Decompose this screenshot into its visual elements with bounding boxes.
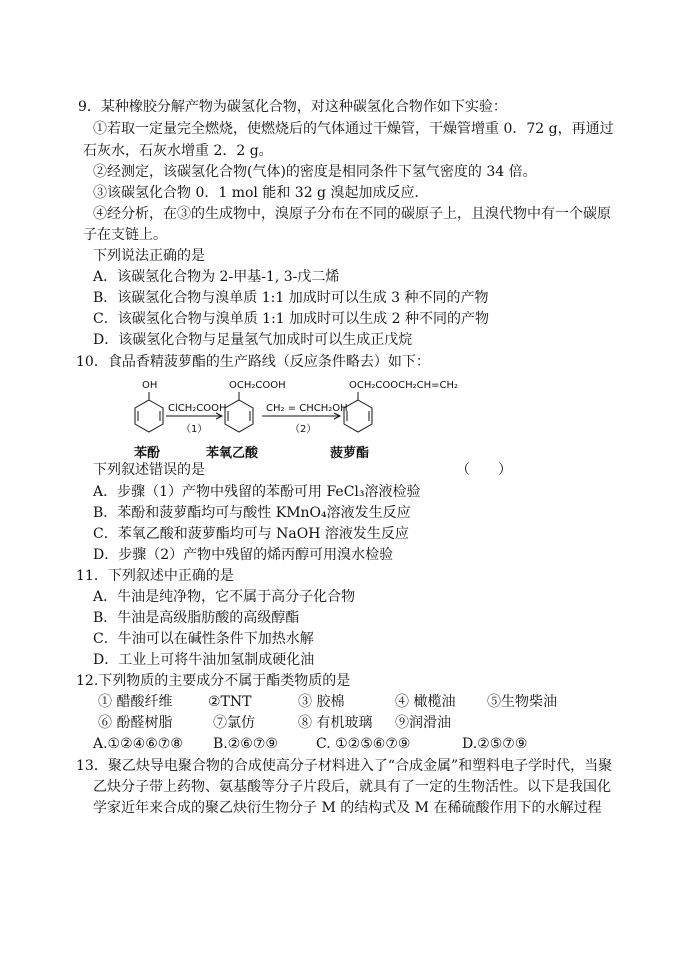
- benzene-ring-phenoxyacetic-acid: [225, 400, 253, 432]
- q9-statement-1-cont: 石灰水，石灰水增重 2．2 g。: [83, 143, 273, 159]
- q9-option-c: C．该碳氢化合物与溴单质 1:1 加成时可以生成 2 种不同的产物: [93, 311, 489, 327]
- q9-option-d: D．该碳氢化合物与足量氢气加成时可以生成正戊烷: [93, 332, 413, 348]
- q10-option-c: C．苯氧乙酸和菠萝酯均可与 NaOH 溶液发生反应: [93, 526, 409, 542]
- q12-item: ⑥ 酚醛树脂: [98, 715, 173, 731]
- q10-option-d: D．步骤（2）产物中残留的烯丙醇可用溴水检验: [93, 547, 394, 563]
- q13-line-2: 乙炔分子带上药物、氨基酸等分子片段后，就具有了一定的生物活性。以下是我国化: [93, 779, 611, 795]
- name-pineapple-ester: 菠萝酯: [330, 446, 370, 461]
- q12-stem: 12.下列物质的主要成分不属于酯类物质的是: [76, 673, 351, 689]
- q10-ask: 下列叙述错误的是: [93, 462, 205, 478]
- reagent-1: ClCH₂COOH: [168, 403, 227, 414]
- q11-option-c: C．牛油可以在碱性条件下加热水解: [93, 631, 314, 647]
- q9-statement-4: ④经分析，在③的生成物中，溴原子分布在不同的碳原子上，且溴代物中有一个碳原: [93, 206, 611, 222]
- q12-item: ②TNT: [208, 694, 252, 710]
- q11-option-b: B．牛油是高级脂肪酸的高级醇酯: [93, 610, 300, 626]
- reagent-2: CH₂ = CHCH₂OH: [266, 403, 348, 414]
- q9-option-b: B．该碳氢化合物与溴单质 1:1 加成时可以生成 3 种不同的产物: [93, 290, 489, 306]
- q9-option-a: A．该碳氢化合物为 2-甲基-1, 3-戊二烯: [93, 269, 340, 285]
- q12-option-a: A.①②④⑥⑦⑧: [93, 736, 183, 752]
- q10-option-a: A．步骤（1）产物中残留的苯酚可用 FeCl₃溶液检验: [93, 484, 421, 500]
- name-phenol: 苯酚: [134, 446, 161, 461]
- q10-answer-parens: （ ）: [456, 462, 512, 478]
- q12-option-d: D.②⑤⑦⑨: [462, 736, 528, 752]
- q9-statement-2: ②经测定，该碳氢化合物(气体)的密度是相同条件下氢气密度的 34 倍。: [93, 164, 537, 180]
- q9-stem: 9．某种橡胶分解产物为碳氢化合物，对这种碳氢化合物作如下实验：: [78, 99, 507, 115]
- q9-ask: 下列说法正确的是: [93, 248, 205, 264]
- q12-option-b: B.②⑥⑦⑨: [213, 736, 278, 752]
- name-phenoxyacetic-acid: 苯氧乙酸: [206, 446, 259, 461]
- pineapple-ester-group: OCH₂COOCH₂CH=CH₂: [349, 380, 459, 391]
- q10-stem: 10．食品香精菠萝酯的生产路线（反应条件略去）如下：: [76, 354, 430, 370]
- phenol-oh-group: OH: [142, 380, 158, 391]
- q12-item: ① 醋酸纤维: [98, 694, 173, 710]
- step-2-label: （2）: [290, 424, 317, 435]
- phenoxyacetic-acid-group: OCH₂COOH: [229, 380, 286, 391]
- q12-item: ④ 橄榄油: [395, 694, 456, 710]
- q12-item: ⑧ 有机玻璃: [298, 715, 373, 731]
- benzene-ring-pineapple-ester: [344, 400, 372, 432]
- q12-option-c: C. ①②⑤⑥⑦⑨: [316, 736, 411, 752]
- q12-item: ⑦氯仿: [213, 715, 255, 731]
- q10-option-b: B．苯酚和菠萝酯均可与酸性 KMnO₄溶液发生反应: [93, 505, 411, 521]
- q11-stem: 11．下列叙述中正确的是: [76, 568, 234, 584]
- benzene-ring-phenol: [135, 400, 163, 432]
- q9-statement-1: ①若取一定量完全燃烧，使燃烧后的气体通过干燥管，干燥管增重 0．72 g，再通过: [93, 121, 614, 137]
- q12-item: ⑤生物柴油: [487, 694, 557, 710]
- q9-statement-3: ③该碳氢化合物 0．1 mol 能和 32 g 溴起加成反应．: [93, 185, 429, 201]
- q11-option-d: D．工业上可将牛油加氢制成硬化油: [93, 652, 315, 668]
- q13-line-1: 13．聚乙炔导电聚合物的合成使高分子材料进入了“合成金属”和塑料电子学时代，当聚: [76, 758, 613, 774]
- q12-item: ⑨润滑油: [395, 715, 451, 731]
- q12-item: ③ 胶棉: [298, 694, 345, 710]
- step-1-label: （1）: [181, 424, 208, 435]
- q11-option-a: A．牛油是纯净物，它不属于高分子化合物: [93, 589, 356, 605]
- q13-line-3: 学家近年来合成的聚乙炔衍生物分子 M 的结构式及 M 在稀硫酸作用下的水解过程: [93, 800, 602, 816]
- q9-statement-4-cont: 子在支链上。: [83, 227, 167, 243]
